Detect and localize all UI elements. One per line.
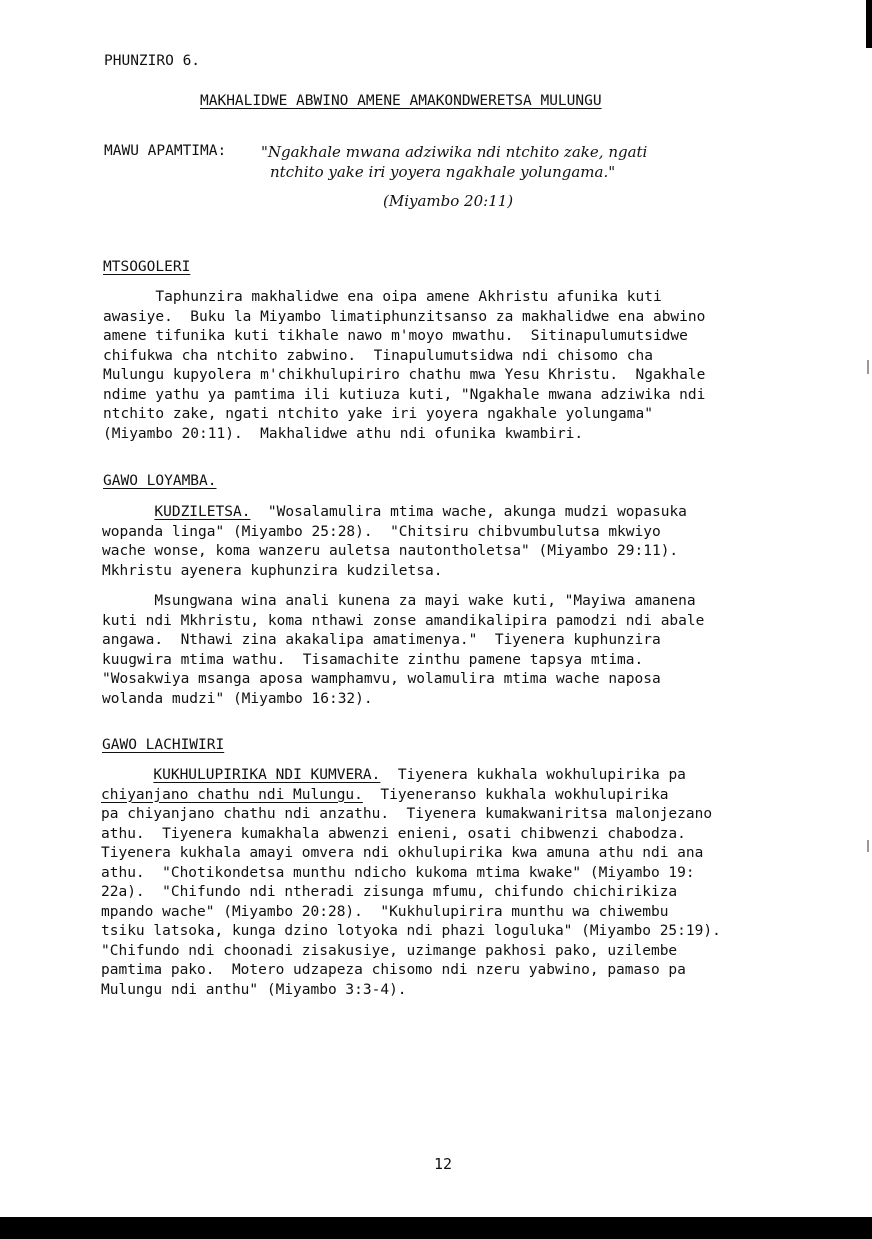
faithfulness-paragraph <box>101 766 721 1000</box>
paragraph-line: wopanda linga" (Miyambo 25:28). "Chitsiru chibvumbulutsa mkwiyo <box>102 523 661 540</box>
part-one-heading: GAWO LOYAMBA. <box>103 473 217 489</box>
paragraph-line: 22a). "Chifundo ndi ntheradi zisunga mfumu, chifundo chichirikiza <box>101 884 678 900</box>
page-number: 12 <box>434 1155 453 1173</box>
paragraph-line: Msungwana wina anali kunena za mayi wake kuti, "Mayiwa amanena <box>102 593 696 609</box>
faithfulness-lead: KUKHULUPIRIKA NDI KUMVERA. <box>153 767 381 783</box>
paragraph-line <box>101 766 721 786</box>
key-verse-label: MAWU APAMTIMA: <box>104 143 227 159</box>
paragraph-line: ndime yathu ya pamtima ili kutiuza kuti, "Ngakhale mwana adziwika ndi <box>103 386 706 403</box>
page-title: MAKHALIDWE ABWINO AMENE AMAKONDWERETSA MULUNGU <box>200 93 602 109</box>
key-verse-reference: (Miyambo 20:11) <box>383 192 514 210</box>
scan-edge-mark <box>866 0 872 48</box>
scan-margin-mark <box>867 360 869 374</box>
paragraph-line: chifukwa cha ntchito zabwino. Tinapulumutsidwa ndi chisomo cha <box>103 347 653 364</box>
paragraph-line: mpando wache" (Miyambo 20:28). "Kukhulupirira munthu wa chiwembu <box>101 903 669 920</box>
paragraph-line-rest: Tiyenera kukhala wokhulupirika pa <box>380 767 686 783</box>
paragraph-line-rest: Tiyeneranso kukhala wokhulupirika <box>362 786 669 803</box>
paragraph-line: tsiku latsoka, kunga dzino lotyoka ndi phazi loguluka" (Miyambo 25:19). <box>101 923 721 939</box>
faithfulness-lead-continued: chiyanjano chathu ndi Mulungu. <box>101 786 363 803</box>
paragraph-line: athu. "Chotikondetsa munthu ndicho kukoma mtima kwake" (Miyambo 19: <box>101 864 695 881</box>
key-verse-line-2: ntchito yake iri yoyera ngakhale yolungama." <box>270 163 616 181</box>
introduction-paragraph <box>103 288 705 444</box>
paragraph-line: Mulungu kupyolera m'chikhulupiriro chathu mwa Yesu Khristu. Ngakhale <box>103 367 706 383</box>
mother-story-paragraph <box>102 592 704 709</box>
self-control-lead: KUDZILETSA. <box>154 504 251 520</box>
paragraph-line: Mulungu ndi anthu" (Miyambo 3:3-4). <box>101 981 407 998</box>
paragraph-line <box>102 503 687 523</box>
introduction-heading: MTSOGOLERI <box>103 259 191 275</box>
key-verse-line-1: "Ngakhale mwana adziwika ndi ntchito zake, ngati <box>261 143 648 161</box>
scan-margin-mark <box>867 840 869 852</box>
paragraph-line: "Chifundo ndi choonadi zisakusiye, uzimange pakhosi pako, uzilembe <box>101 942 678 959</box>
paragraph-line: Tiyenera kukhala amayi omvera ndi okhulupirika kwa amuna athu ndi ana <box>101 845 704 861</box>
paragraph-line: (Miyambo 20:11). Makhalidwe athu ndi ofunika kwambiri. <box>103 425 584 442</box>
paragraph-line: pamtima pako. Motero udzapeza chisomo ndi nzeru yabwino, pamaso pa <box>101 962 686 978</box>
paragraph-line: kuugwira mtima wathu. Tisamachite zinthu pamene tapsya mtima. <box>102 651 644 668</box>
paragraph-line <box>101 786 721 806</box>
paragraph-line: Taphunzira makhalidwe ena oipa amene Akhristu afunika kuti <box>103 289 662 305</box>
self-control-paragraph <box>102 503 687 581</box>
paragraph-line: ntchito zake, ngati ntchito yake iri yoyera ngakhale yolungama" <box>103 406 653 422</box>
paragraph-line: kuti ndi Mkhristu, koma nthawi zonse amandikalipira pamodzi ndi abale <box>102 612 705 629</box>
paragraph-line: Mkhristu ayenera kuphunzira kudziletsa. <box>102 562 443 579</box>
paragraph-line: athu. Tiyenera kumakhala abwenzi enieni, osati chibwenzi chabodza. <box>101 825 686 842</box>
part-two-heading: GAWO LACHIWIRI <box>102 737 225 753</box>
paragraph-line: wache wonse, koma wanzeru auletsa nautontholetsa" (Miyambo 29:11). <box>102 543 679 559</box>
paragraph-line: wolanda mudzi" (Miyambo 16:32). <box>102 690 373 707</box>
paragraph-line: amene tifunika kuti tikhale nawo m'moyo mwathu. Sitinapulumutsidwe <box>103 328 688 344</box>
paragraph-line: awasiye. Buku la Miyambo limatiphunzitsanso za makhalidwe ena abwino <box>103 308 706 325</box>
lesson-label: PHUNZIRO 6. <box>104 53 201 69</box>
paragraph-line: pa chiyanjano chathu ndi anzathu. Tiyenera kumakwaniritsa malonjezano <box>101 806 713 822</box>
paragraph-line-rest: "Wosalamulira mtima wache, akunga mudzi wopasuka <box>250 504 687 520</box>
scan-bottom-edge <box>0 1217 872 1239</box>
paragraph-line: "Wosakwiya msanga aposa wamphamvu, wolamulira mtima wache naposa <box>102 671 661 687</box>
paragraph-line: angawa. Nthawi zina akakalipa amatimenya." Tiyenera kuphunzira <box>102 632 661 648</box>
